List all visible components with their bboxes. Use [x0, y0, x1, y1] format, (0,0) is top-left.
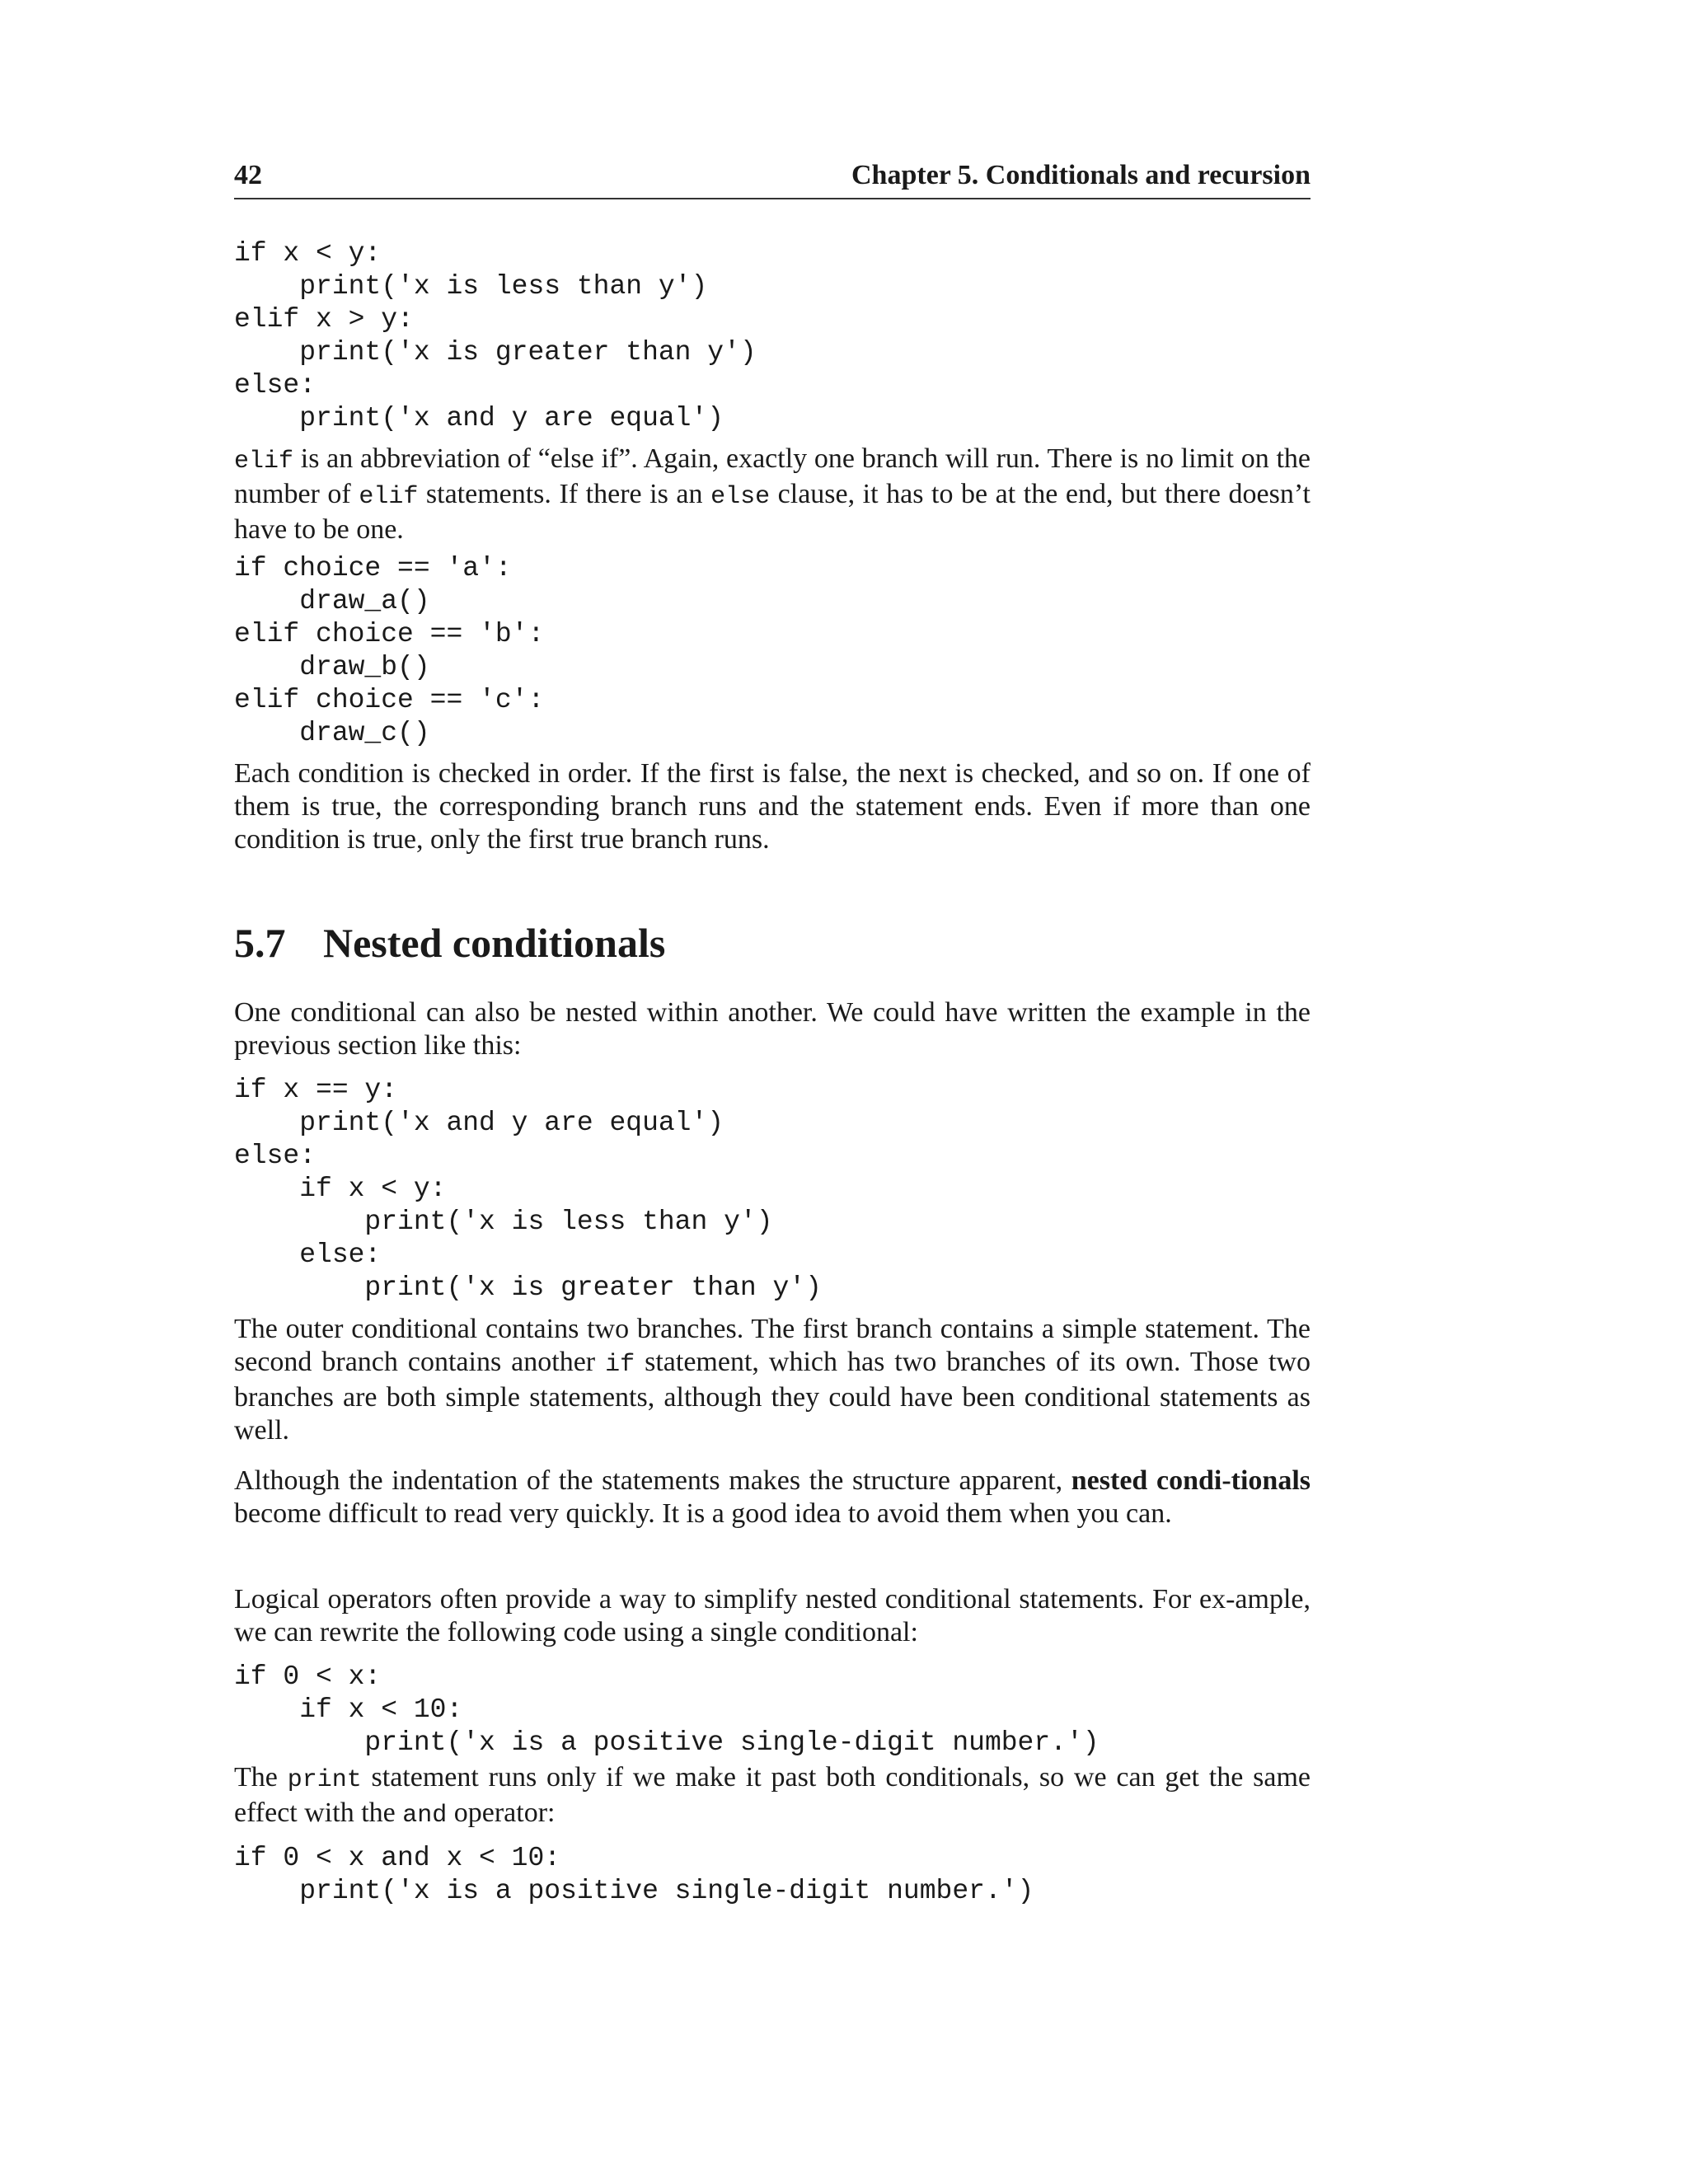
paragraph-elif-explanation	[234, 443, 1311, 546]
code-block-if-elif-else: if x < y: print('x is less than y') elif x > y: print('x is greater than y') else: print('x and y are equal')	[234, 238, 757, 434]
paragraph-outer-conditional	[234, 1313, 1311, 1447]
text-span: statement runs only if we make it past both conditionals, so we can get the same effect with the	[234, 1762, 1311, 1828]
section-title: Nested conditionals	[323, 920, 666, 966]
running-header	[234, 158, 1311, 199]
paragraph-condition-order: Each condition is checked in order. If the first is false, the next is checked, and so on. If one of them is true, the corresponding branch runs and the statement ends. Even if more than one condition is true, only the first true branch runs.	[234, 758, 1311, 855]
text-span: clause, it has to be at the end, but there doesn’t have to be one.	[234, 479, 1311, 545]
code-block-and-operator: if 0 < x and x < 10: print('x is a positive single-digit number.')	[234, 1843, 1034, 1906]
section-heading	[234, 919, 665, 967]
text-span: statements. If there is an	[418, 479, 711, 509]
inline-code: print	[287, 1766, 362, 1794]
text-span: Although the indentation of the statements makes the structure apparent,	[234, 1465, 1071, 1496]
code-block-nested-range: if 0 < x: if x < 10: print('x is a positive single-digit number.')	[234, 1661, 1100, 1758]
inline-code: else	[710, 483, 771, 511]
page-number: 42	[234, 160, 262, 190]
paragraph-print-statement	[234, 1761, 1311, 1832]
paragraph-logical-operators: Logical operators often provide a way to simplify nested conditional statements. For ex-ample, we can rewrite the following code using a single conditional:	[234, 1584, 1311, 1647]
inline-code: elif	[359, 483, 419, 511]
chapter-title: Chapter 5. Conditionals and recursion	[851, 160, 1311, 190]
inline-code: and	[402, 1802, 448, 1830]
paragraph-nested-intro: One conditional can also be nested within another. We could have written the example in the previous section like this:	[234, 997, 1311, 1061]
text-span: is an abbreviation of “else if”. Again, exactly one branch will run. There is no limit on the number of	[234, 443, 1311, 509]
text-span: statement, which has two branches of its own. Those two branches are both simple statements, although they could have been conditional statements as well.	[234, 1347, 1311, 1446]
code-block-nested: if x == y: print('x and y are equal') else: if x < y: print('x is less than y') else: print('x is greater than y')	[234, 1075, 822, 1303]
bold-term: nested condi-tionals	[1071, 1465, 1311, 1496]
text-span: The outer conditional contains two branches. The first branch contains a simple statement. The second branch contains another	[234, 1314, 1311, 1377]
paragraph-indentation	[234, 1465, 1311, 1530]
text-span: The	[234, 1762, 288, 1793]
inline-code: if	[605, 1351, 635, 1379]
text-span: operator:	[447, 1797, 556, 1828]
text-span: become difficult to read very quickly. It is a good idea to avoid them when you can.	[234, 1498, 1172, 1529]
section-number: 5.7	[234, 920, 286, 966]
code-block-choice: if choice == 'a': draw_a() elif choice == 'b': draw_b() elif choice == 'c': draw_c()	[234, 553, 545, 748]
inline-code: elif	[234, 448, 294, 476]
